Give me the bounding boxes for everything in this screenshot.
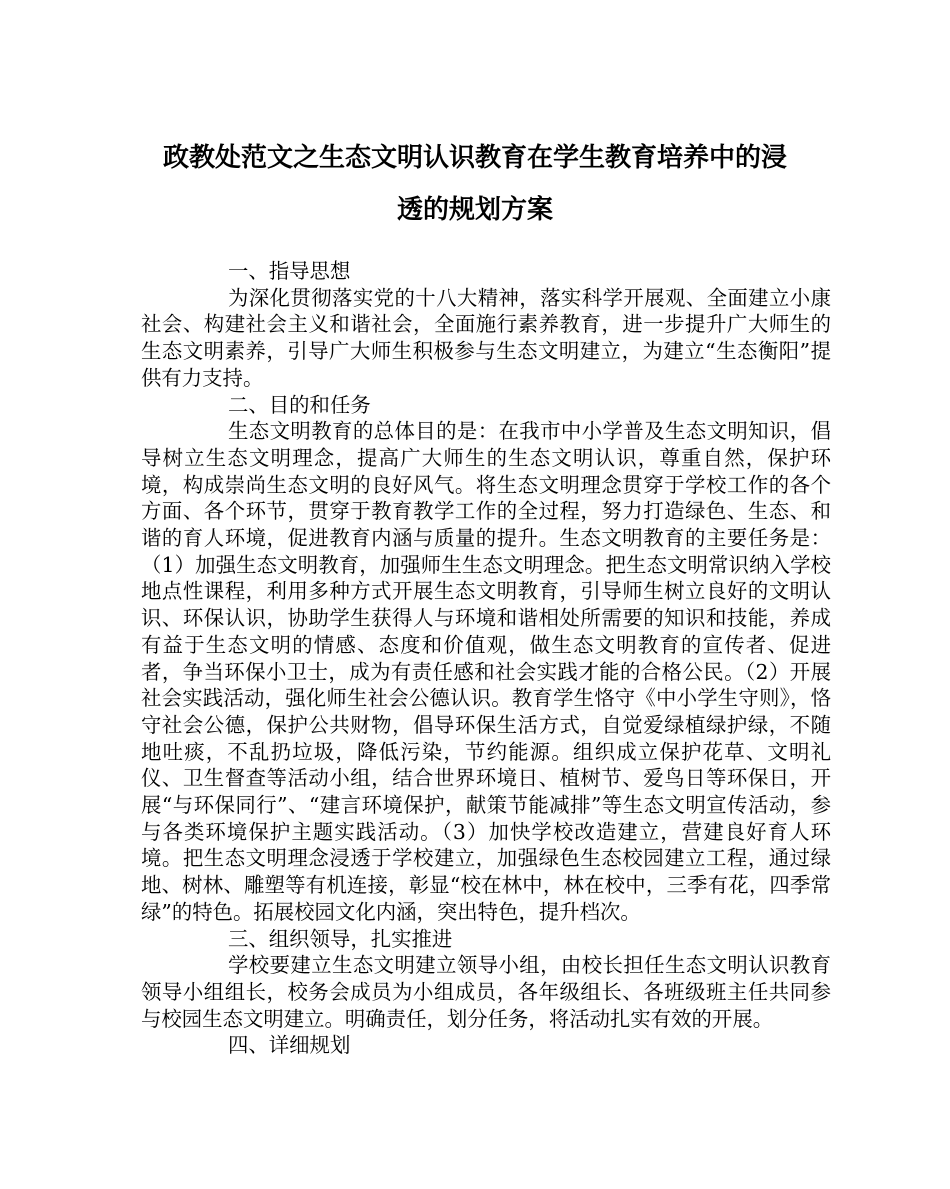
document-title: 政教处范文之生态文明认识教育在学生教育培养中的浸 透的规划方案 — [162, 143, 787, 225]
section-heading-guiding-ideology: 一、指导思想 — [228, 259, 351, 283]
section-paragraph: 学校要建立生态文明建立领导小组，由校长担任生态文明认识教育领导小组组长，校务会成员为小组成员，各年级组长、各班级班主任共同参与校园生态文明建立。明确责任，划分任务，将活动扎实有效的开展。 — [141, 953, 831, 1031]
section-paragraph: 为深化贯彻落实党的十八大精神，落实科学开展观、全面建立小康社会、构建社会主义和谐社会，全面施行素养教育，进一步提升广大师生的生态文明素养，引导广大师生积极参与生态文明建立，为建立“生态衡阳”提供有力支持。 — [141, 285, 831, 390]
section-heading-goals-and-tasks: 二、目的和任务 — [228, 392, 371, 417]
section-paragraph: 生态文明教育的总体目的是：在我市中小学普及生态文明知识，倡导树立生态文明理念，提高广大师生的生态文明认识，尊重自然，保护环境，构成崇尚生态文明的良好风气。将生态文明理念贯穿于学校工作的各个方面、各个环节，贯穿于教育教学工作的全过程，努力打造绿色、生态、和谐的育人环境，促进教育内涵与质量的提升。生态文明教育的主要任务是：（1）加强生态文明教育，加强师生生态文明理念。把生态文明常识纳入学校地点性课程，利用多种方式开展生态文明教育，引导师生树立良好的文明认识、环保认识，协助学生获得人与环境和谐相处所需要的知识和技能，养成有益于生态文明的情感、态度和价值观，做生态文明教育的宣传者、促进者，争当环保小卫士，成为有责任感和社会实践才能的合格公民。（2）开展社会实践活动，强化师生社会公德认识。教育学生恪守《中小学生守则》，恪守社会公德，保护公共财物，倡导环保生活方式，自觉爱绿植绿护绿，不随地吐痰，不乱扔垃圾，降低污染，节约能源。组织成立保护花草、文明礼仪、卫生督查等活动小组，结合世界环境日、植树节、爱鸟日等环保日，开展“与环保同行”、“建言环境保护，献策节能减排”等生态文明宣传活动，参与各类环境保护主题实践活动。（3）加快学校改造建立，营建良好育人环境。把生态文明理念浸透于学校建立，加强绿色生态校园建立工程，通过绿地、树林、雕塑等有机连接，彰显“校在林中，林在校中，三季有花，四季常绿”的特色。拓展校园文化内涵，突出特色，提升档次。 — [141, 419, 831, 924]
section-heading-detailed-plan: 四、详细规划 — [228, 1033, 351, 1058]
document-body — [141, 258, 831, 1059]
section-heading-organization: 三、组织领导，扎实推进 — [228, 926, 453, 951]
